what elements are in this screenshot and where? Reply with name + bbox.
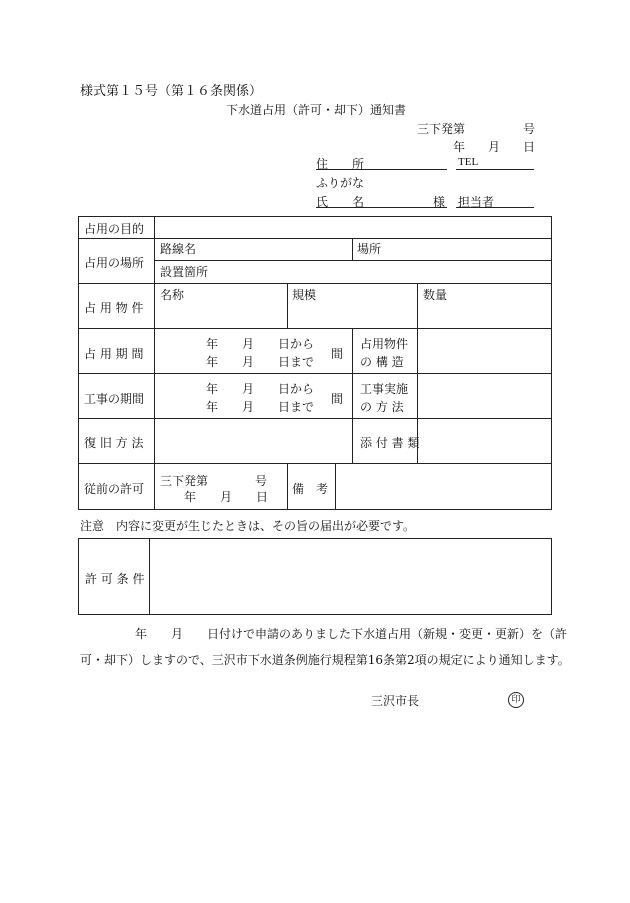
document-title: 下水道占用（許可・却下）通知書 xyxy=(226,103,407,117)
restoration-method-label: 復 旧 方 法 xyxy=(84,436,144,450)
installation-site-label: 設置箇所 xyxy=(160,265,209,279)
furigana-label: ふりがな xyxy=(316,176,365,190)
purpose-label: 占用の目的 xyxy=(84,222,145,236)
form-number: 様式第１５号（第１６条関係） xyxy=(80,84,263,99)
object-name-label: 名称 xyxy=(160,288,185,302)
object-structure-label-2: の 構 造 xyxy=(360,355,404,369)
address-label: 住 所 xyxy=(316,157,365,171)
prior-number-prefix: 三下発第 xyxy=(160,474,209,488)
work-between: 間 xyxy=(331,392,344,406)
tel-line xyxy=(456,169,534,170)
object-quantity-label: 数量 xyxy=(423,288,448,302)
staff-line xyxy=(456,207,534,208)
object-label: 占 用 物 件 xyxy=(84,301,144,315)
permit-conditions-label: 許 可 条 件 xyxy=(85,572,145,586)
prior-number-suffix: 号 xyxy=(255,474,268,488)
prior-date: 年 月 日 xyxy=(184,490,269,504)
period-to: 年 月 日まで xyxy=(206,355,315,369)
work-method-label-2: の 方 法 xyxy=(360,400,404,414)
work-from: 年 月 日から xyxy=(206,382,315,396)
seal-icon: 印 xyxy=(508,692,524,708)
date-month-label: 月 xyxy=(488,140,501,154)
attachments-label: 添 付 書 類 xyxy=(360,436,420,450)
period-between: 間 xyxy=(331,347,344,361)
prior-permit-label: 従前の許可 xyxy=(84,482,145,496)
place-label: 場所 xyxy=(357,242,382,256)
work-method-label-1: 工事実施 xyxy=(360,382,409,396)
staff-label: 担当者 xyxy=(458,195,495,209)
route-name-label: 路線名 xyxy=(160,242,197,256)
date-year-label: 年 xyxy=(453,140,466,154)
occupancy-period-label: 占 用 期 間 xyxy=(84,347,144,361)
body-text-line-2: 可・却下）しますので、三沢市下水道条例施行規程第16条第2項の規定により通知します。 xyxy=(80,653,570,667)
tel-label: TEL xyxy=(458,156,479,168)
honorific-label: 様 xyxy=(433,195,446,209)
address-line xyxy=(316,169,447,170)
work-to: 年 月 日まで xyxy=(206,400,315,414)
date-day-label: 日 xyxy=(523,140,536,154)
object-scale-label: 規模 xyxy=(292,288,317,302)
change-notice: 注意 内容に変更が生じたときは、その旨の届出が必要です。 xyxy=(80,519,416,533)
name-label: 氏 名 xyxy=(316,195,365,209)
mayor-title: 三沢市長 xyxy=(371,694,420,708)
body-text-line-1: 年 月 日付けで申請のありました下水道占用（新規・変更・更新）を（許 xyxy=(135,627,568,641)
work-period-label: 工事の期間 xyxy=(84,392,145,406)
location-label: 占用の場所 xyxy=(84,256,145,270)
object-structure-label-1: 占用物件 xyxy=(360,337,409,351)
doc-number-suffix: 号 xyxy=(523,122,536,136)
name-line xyxy=(316,207,447,208)
period-from: 年 月 日から xyxy=(206,337,315,351)
remarks-label: 備 考 xyxy=(292,482,329,496)
doc-number-prefix: 三下発第 xyxy=(417,122,466,136)
